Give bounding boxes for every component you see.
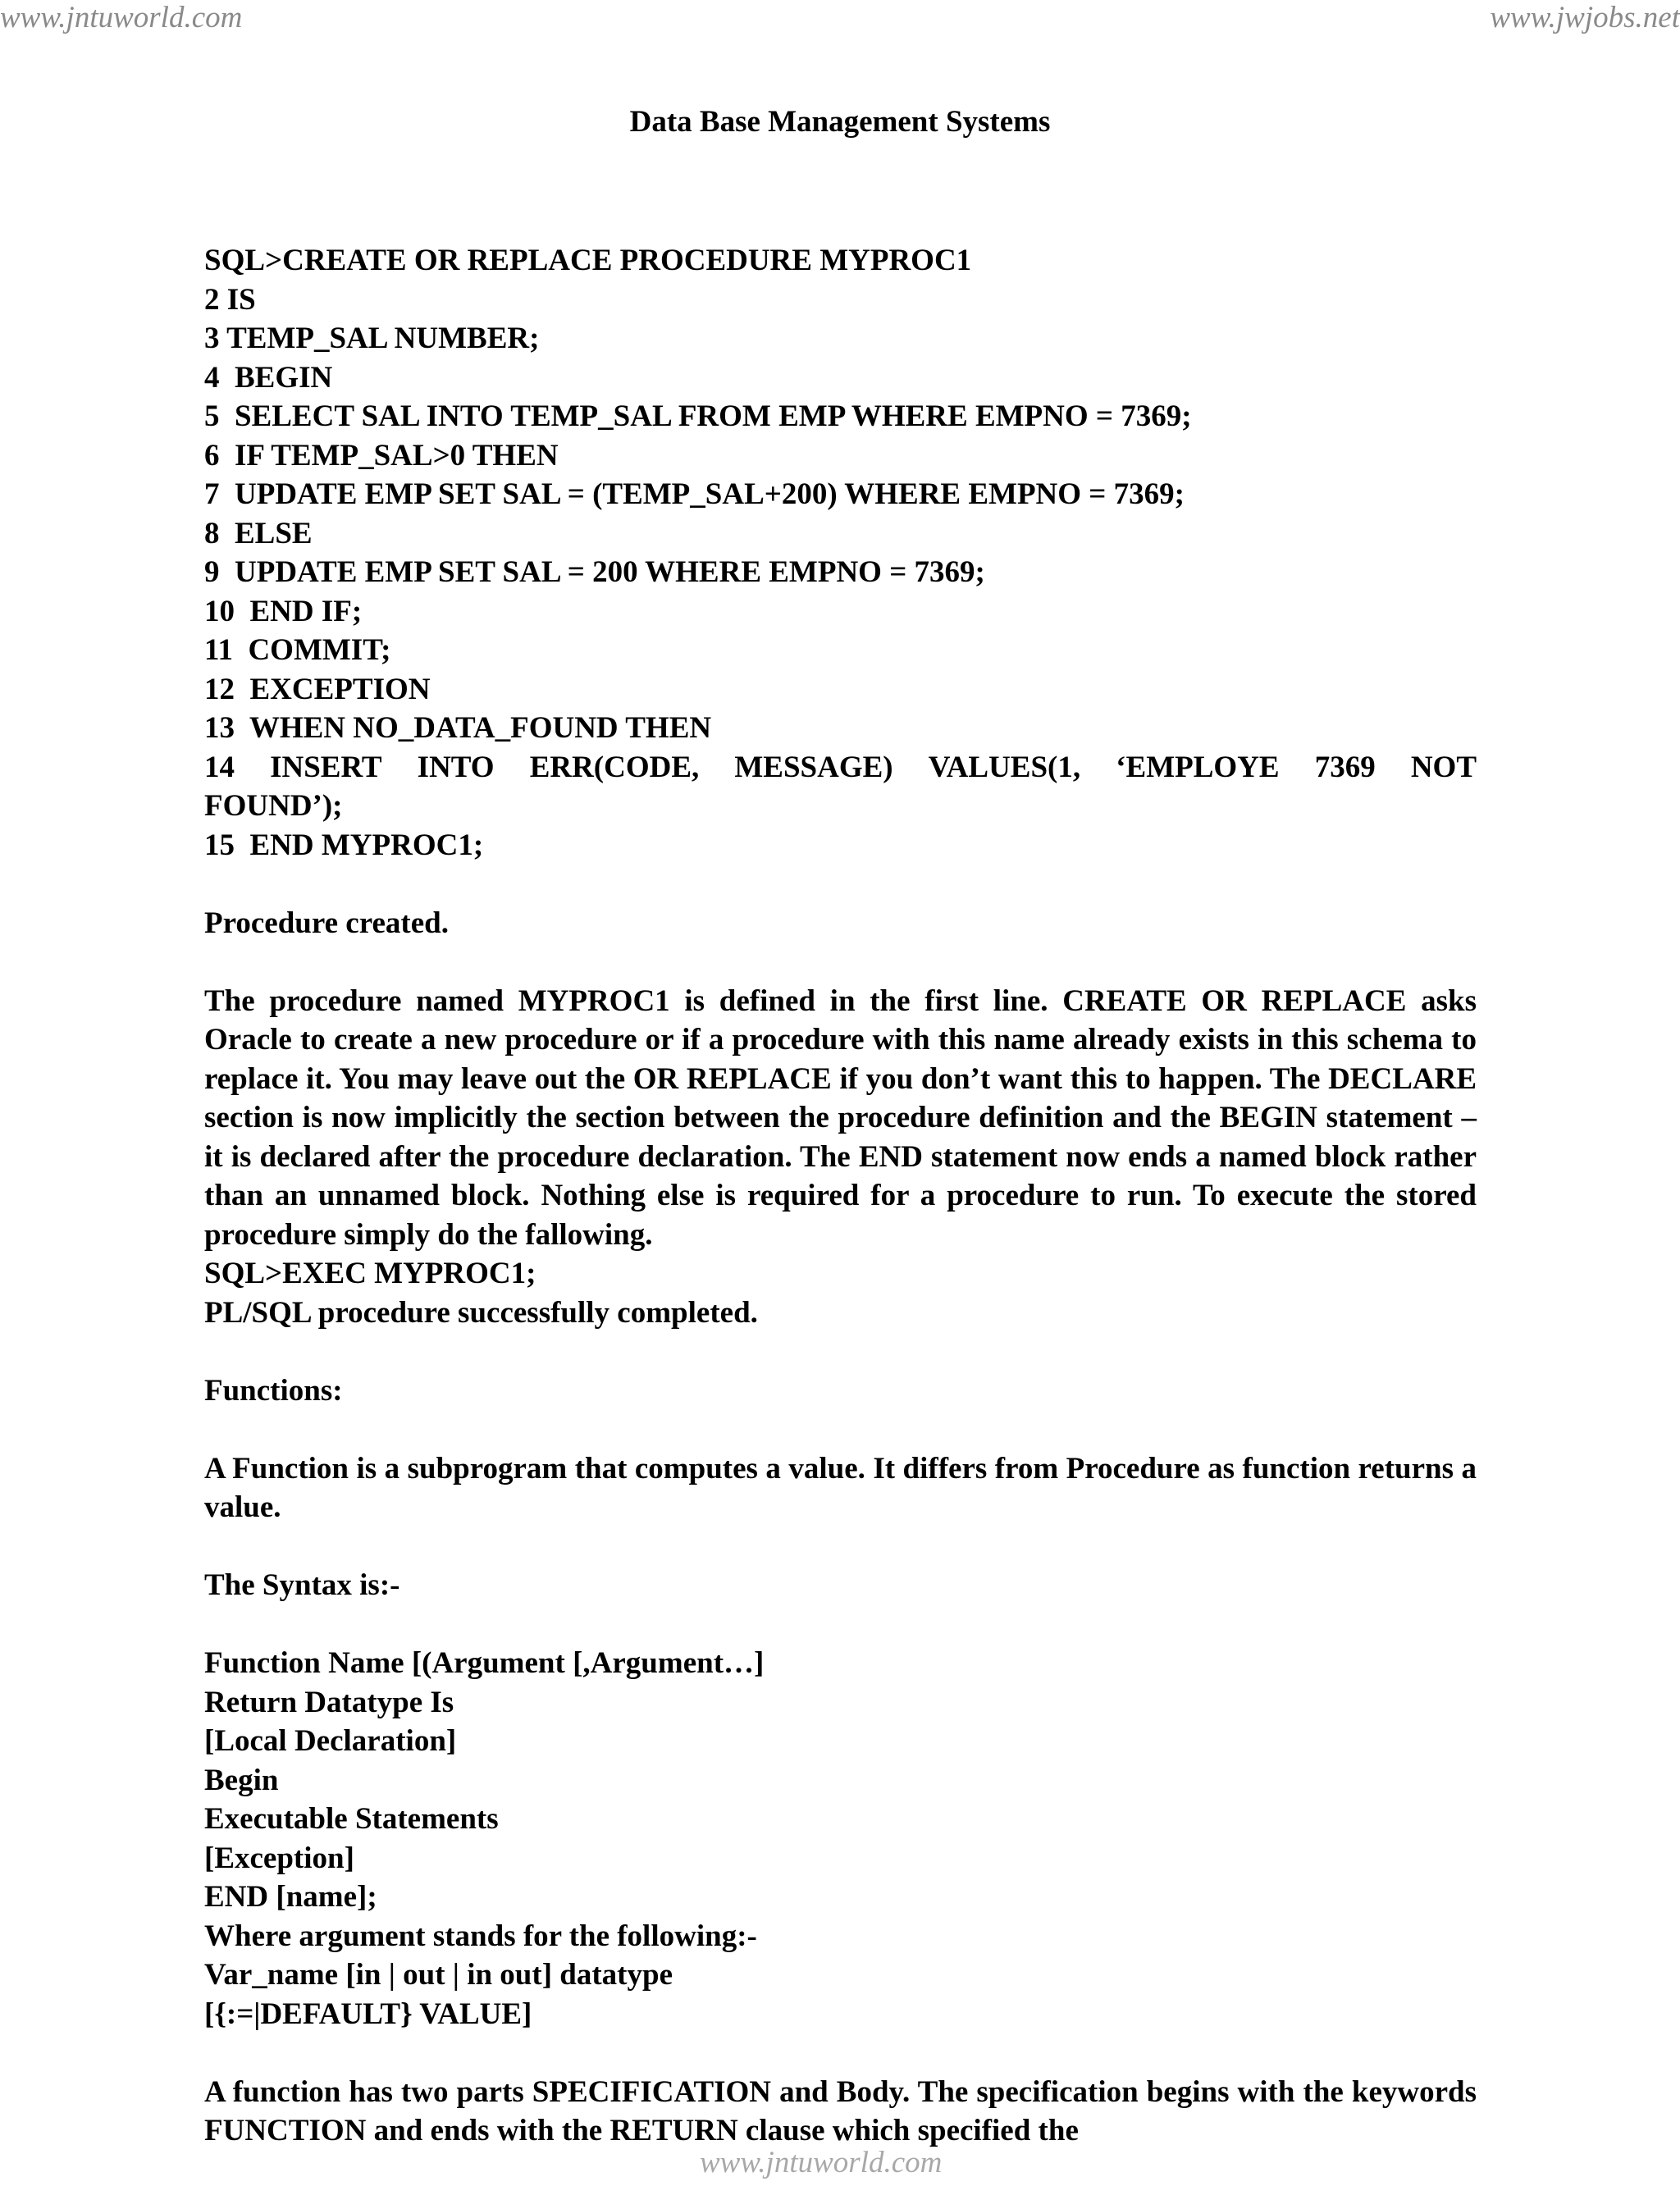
- syntax-line: [{:=|DEFAULT} VALUE]: [204, 1997, 532, 2031]
- section-heading-functions: Functions:: [204, 1373, 343, 1408]
- code-line: 4 BEGIN: [204, 360, 333, 395]
- syntax-line: [Local Declaration]: [204, 1724, 457, 1758]
- spacer: [204, 1410, 1477, 1449]
- code-token: VALUES(1,: [928, 750, 1081, 784]
- syntax-line: [Exception]: [204, 1841, 354, 1875]
- function-parts-paragraph: A function has two parts SPECIFICATION and Body. The specification begins with the keywords FUNCTION and ends with the RETURN clause which specified the: [204, 2074, 1477, 2147]
- code-token: 7369: [1314, 750, 1376, 784]
- code-line: 7 UPDATE EMP SET SAL = (TEMP_SAL+200) WHERE EMPNO = 7369;: [204, 477, 1185, 511]
- syntax-line: Function Name [(Argument [,Argument…]: [204, 1646, 765, 1680]
- code-line: 2 IS: [204, 282, 256, 317]
- watermark-top-left: www.jntuworld.com: [0, 1, 243, 34]
- spacer: [204, 1332, 1477, 1371]
- syntax-line: END [name];: [204, 1880, 377, 1914]
- spacer: [204, 1605, 1477, 1645]
- code-line: 3 TEMP_SAL NUMBER;: [204, 322, 540, 355]
- syntax-line: Var_name [in | out | in out] datatype: [204, 1958, 673, 1992]
- spacer: [204, 1527, 1477, 1567]
- exec-command: SQL>EXEC MYPROC1;: [204, 1257, 536, 1290]
- syntax-line: Where argument stands for the following:-: [204, 1919, 757, 1953]
- code-line-14: [204, 748, 1477, 787]
- code-token: ERR(CODE,: [529, 750, 700, 784]
- spacer: [204, 942, 1477, 982]
- spacer: [204, 2033, 1477, 2073]
- syntax-heading: The Syntax is:-: [204, 1568, 400, 1602]
- code-line: 11 COMMIT;: [204, 633, 391, 667]
- syntax-line: Return Datatype Is: [204, 1685, 454, 1719]
- exec-result: PL/SQL procedure successfully completed.: [204, 1295, 758, 1330]
- syntax-line: Begin: [204, 1763, 279, 1797]
- code-token: NOT: [1410, 750, 1477, 784]
- explanation-paragraph: The procedure named MYPROC1 is defined in the first line. CREATE OR REPLACE asks Oracle to create a new procedure or if a procedure with this name already exists in this schema to replace it. You may leave out the OR REPLACE if you don’t want this to happen. The DECLARE section is now implicitly the section between the procedure definition and the BEGIN statement – it is declared after the procedure declaration. The END statement now ends a named block rather than an unnamed block. Nothing else is required for a procedure to run. To execute the stored procedure simply do the fallowing.: [204, 983, 1477, 1252]
- code-token: 14: [204, 750, 235, 784]
- watermark-top-right: www.jwjobs.net: [1490, 1, 1680, 34]
- code-line: 5 SELECT SAL INTO TEMP_SAL FROM EMP WHERE EMPNO = 7369;: [204, 399, 1192, 433]
- code-token: INSERT: [270, 750, 382, 784]
- function-definition-paragraph: A Function is a subprogram that computes a value. It differs from Procedure as function returns a value.: [204, 1451, 1477, 1524]
- code-line: 13 WHEN NO_DATA_FOUND THEN: [204, 711, 712, 745]
- code-token: INTO: [417, 750, 495, 784]
- code-line: 12 EXCEPTION: [204, 672, 431, 706]
- code-line: SQL>CREATE OR REPLACE PROCEDURE MYPROC1: [204, 244, 972, 277]
- code-line: 15 END MYPROC1;: [204, 828, 484, 862]
- code-line-14-continuation: FOUND’);: [204, 789, 343, 823]
- code-line: 6 IF TEMP_SAL>0 THEN: [204, 438, 559, 472]
- watermark-bottom: www.jntuworld.com: [700, 2146, 943, 2179]
- code-line: 8 ELSE: [204, 516, 313, 550]
- code-token: ‘EMPLOYE: [1116, 750, 1280, 784]
- status-message: Procedure created.: [204, 906, 449, 940]
- document-body: [204, 241, 1477, 2151]
- code-line: 10 END IF;: [204, 594, 363, 628]
- syntax-line: Executable Statements: [204, 1802, 499, 1836]
- spacer: [204, 865, 1477, 904]
- page-header-title: Data Base Management Systems: [629, 105, 1051, 139]
- code-line: 9 UPDATE EMP SET SAL = 200 WHERE EMPNO = 7369;: [204, 555, 985, 589]
- code-token: MESSAGE): [734, 750, 893, 784]
